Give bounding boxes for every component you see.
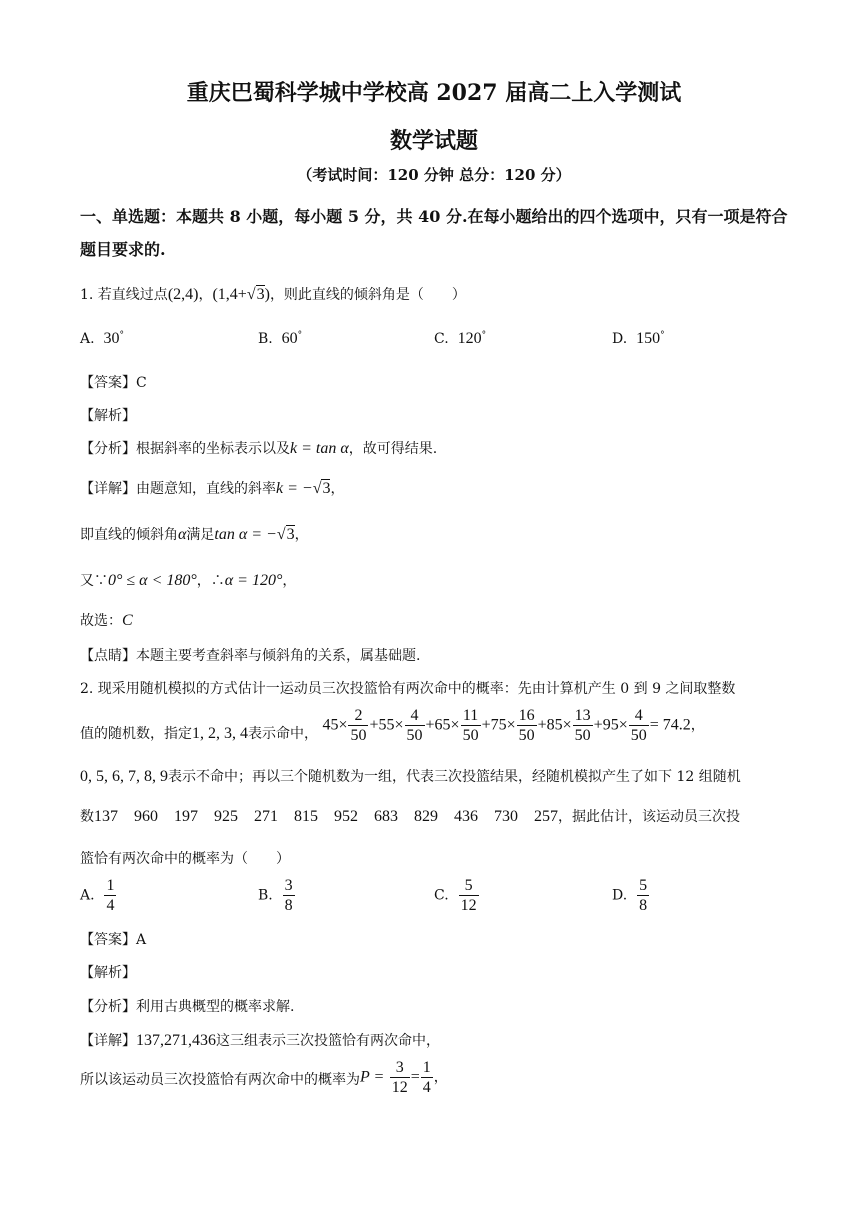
subject-title: 数学试题 — [389, 128, 478, 154]
random-number: 197 — [174, 808, 198, 825]
q2-detail: 【详解】137,271,436这三组表示三次投篮恰有两次命中， — [80, 1032, 440, 1049]
q2-stem-line3: 0, 5, 6, 7, 8, 9表示不命中；再以三个随机数为一组，代表三次投篮结果，经随机模拟产生了如下 12 组随机 — [80, 768, 741, 785]
q1-option-b: B. 60° — [258, 330, 303, 347]
exam-title: 重庆巴蜀科学城中学校高 2027 届高二上入学测试 — [186, 80, 682, 106]
random-number: 137 — [94, 808, 118, 825]
q1-option-d: D. 150° — [612, 330, 665, 347]
random-number: 436 — [454, 808, 478, 825]
q2-analysis-title: 【解析】 — [80, 965, 136, 981]
q1-analysis: 【分析】根据斜率的坐标表示以及k = tan α，故可得结果. — [80, 440, 438, 457]
q2-analysis: 【分析】利用古典概型的概率求解. — [80, 999, 295, 1015]
q2-stem-line4: 数137 960 197 925 271 815 952 683 829 436 730 257，据此估计，该运动员三次投 — [80, 808, 740, 825]
q1-detail-line3: 又∵0° ≤ α < 180°，∴α = 120°， — [80, 572, 297, 589]
random-number: 730 — [494, 808, 518, 825]
q2-stem-line5: 篮恰有两次命中的概率为（ ） — [80, 851, 290, 867]
random-number: 257 — [534, 808, 558, 825]
q1-analysis-title: 【解析】 — [80, 408, 136, 424]
q1-option-c: C. 120° — [434, 330, 487, 347]
q1-detail-line2: 即直线的倾斜角α满足tan α = −√3， — [80, 526, 309, 543]
random-number: 271 — [254, 808, 278, 825]
q2-stem-line1: 2. 现采用随机模拟的方式估计一运动员三次投篮恰有两次命中的概率：先由计算机产生 0 到 9 之间取整数 — [80, 681, 736, 697]
q2-option-a: A. $\frac{1}{4}$ — [80, 877, 115, 914]
q1-comment: 【点睛】本题主要考查斜率与倾斜角的关系，属基础题. — [80, 648, 421, 664]
random-numbers — [94, 809, 558, 825]
q1-answer: 【答案】C — [80, 375, 147, 391]
random-number: 683 — [374, 808, 398, 825]
q1-option-a: A. 30° — [80, 330, 124, 347]
random-number: 815 — [294, 808, 318, 825]
q1-stem: 1. 若直线过点(2,4)，(1,4+√3)，则此直线的倾斜角是（ ） — [80, 286, 466, 303]
section-heading: 一、单选题：本题共 8 小题，每小题 5 分，共 40 分.在每小题给出的四个选项中，只有一项是符合题目要求的. — [80, 207, 788, 259]
q2-answer: 【答案】A — [80, 932, 147, 948]
q2-option-d: D. $\frac{5}{8}$ — [612, 877, 648, 914]
random-number: 952 — [334, 808, 358, 825]
random-number: 829 — [414, 808, 438, 825]
exam-meta: （考试时间：120 分钟 总分：120 分） — [297, 166, 571, 184]
q1-detail: 【详解】由题意知，直线的斜率k = −√3， — [80, 480, 345, 497]
random-number: 960 — [134, 808, 158, 825]
random-number: 925 — [214, 808, 238, 825]
q2-stem-line2: 值的随机数，指定1, 2, 3, 4表示命中， 45× $\frac{2}{50}$ +55× $\frac{4}{50}$ +65× $\frac{11}{50}$ +75× $\frac{16}{50}$ +85× $\frac{13}{50}$ +95× $\frac{4}{50}$ = 74.2， — [80, 707, 705, 744]
q1-choose: 故选：C — [80, 612, 133, 629]
q2-option-c: C. $\frac{5}{12}$ — [434, 877, 477, 914]
q2-option-b: B. $\frac{3}{8}$ — [258, 877, 293, 914]
q2-final: 所以该运动员三次投篮恰有两次命中的概率为P = $\frac{3}{12}$ = $\frac{1}{4}$ ， — [80, 1059, 448, 1096]
